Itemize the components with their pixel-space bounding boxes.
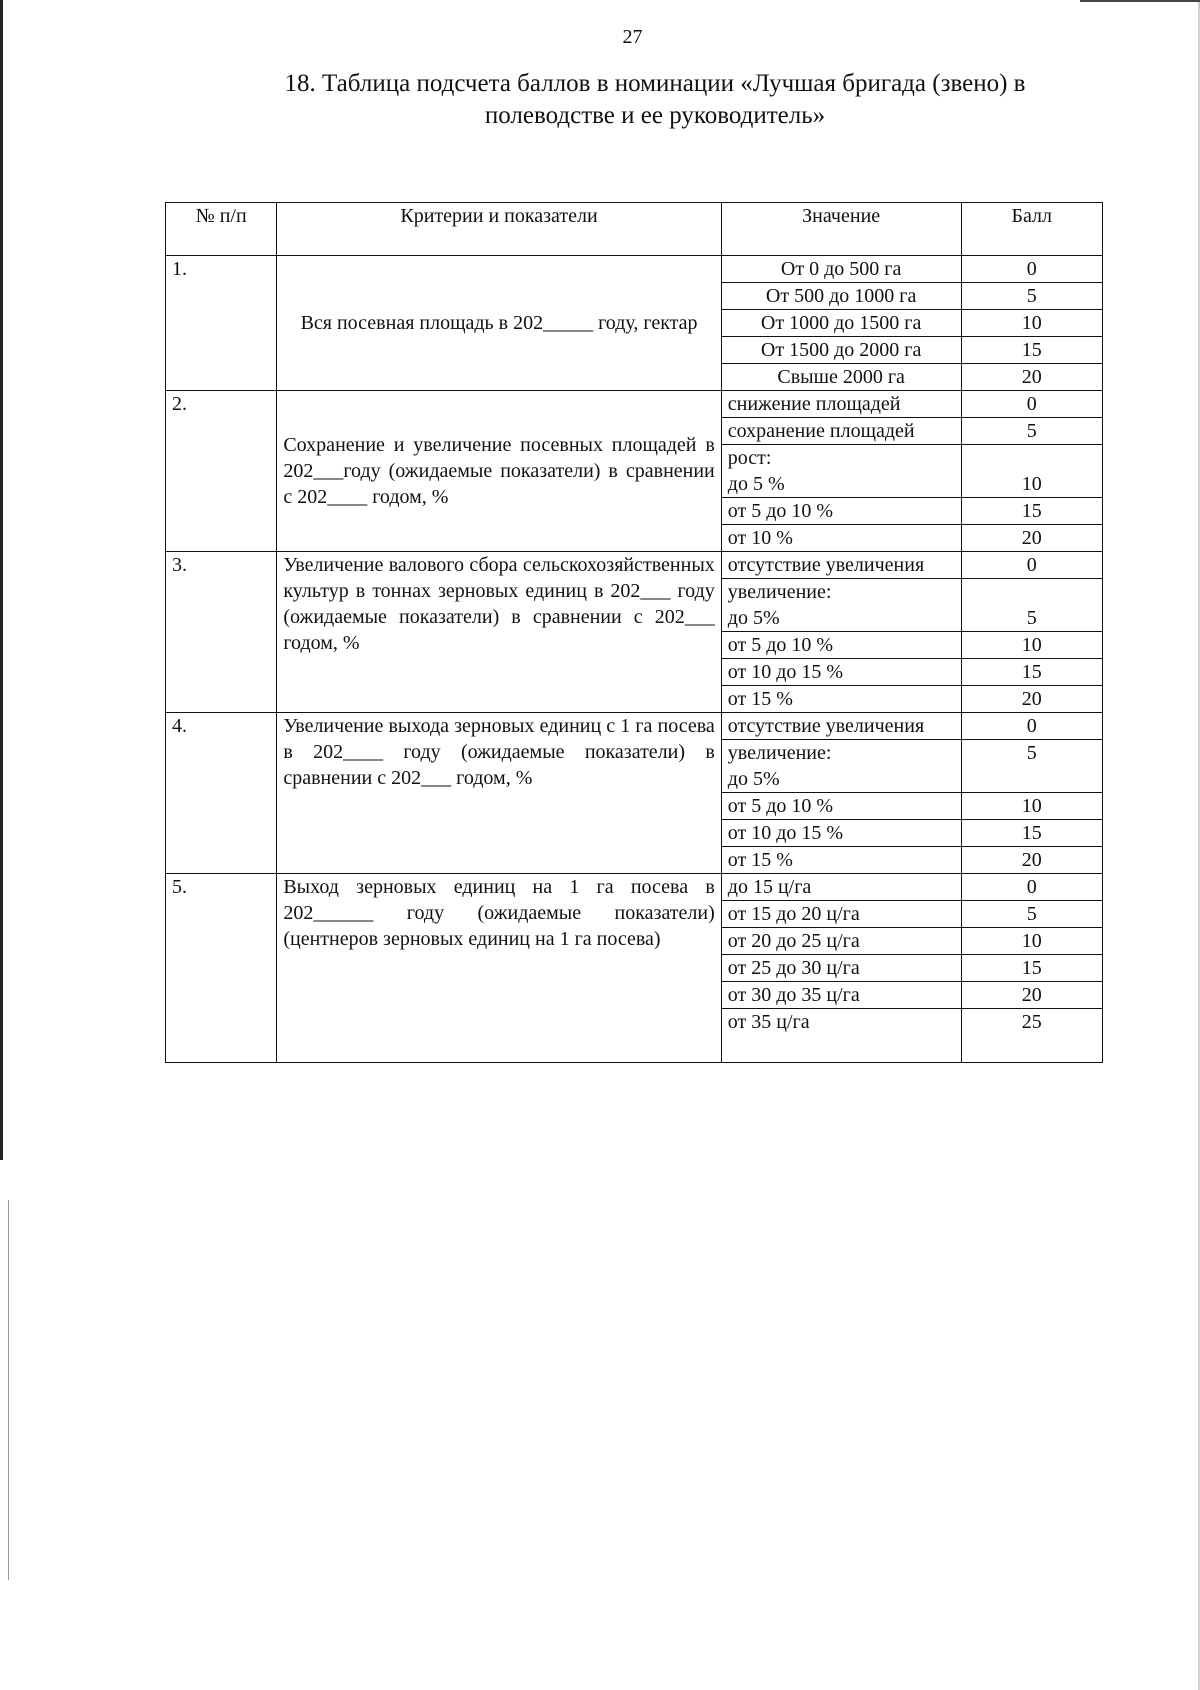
points-cell: 15 [961, 820, 1102, 847]
value-line-1: увеличение: [727, 581, 832, 603]
row-criteria: Вся посевная площадь в 202_____ году, гектар [277, 256, 721, 391]
row-criteria: Сохранение и увеличение посевных площадей в 202___году (ожидаемые показатели) в сравнении с 202____ годом, % [277, 391, 721, 552]
table-row [166, 256, 1103, 283]
value-line-1: увеличение: [727, 742, 832, 764]
value-cell: отсутствие увеличения [721, 552, 961, 579]
row-number: 2. [166, 391, 277, 552]
row-number: 1. [166, 256, 277, 391]
value-cell: от 5 до 10 % [721, 498, 961, 525]
value-cell: от 20 до 25 ц/га [721, 928, 961, 955]
row-number: 5. [166, 874, 277, 1063]
page-number: 27 [622, 26, 643, 48]
points-cell: 15 [961, 955, 1102, 982]
row-criteria: Выход зерновых единиц на 1 га посева в 202______ году (ожидаемые показатели) (центнеров зерновых единиц на 1 га посева) [277, 874, 721, 1063]
points-cell: 10 [961, 928, 1102, 955]
value-line-2: до 5 % [727, 473, 785, 495]
points-cell: 10 [961, 632, 1102, 659]
points-cell: 20 [961, 686, 1102, 713]
row-criteria: Увеличение валового сбора сельскохозяйственных культур в тоннах зерновых единиц в 202___ году (ожидаемые показатели) в сравнении с 202___ годом, % [277, 552, 721, 713]
value-cell: до 15 ц/га [721, 874, 961, 901]
points-cell: 10 [961, 793, 1102, 820]
points-cell: 5 [961, 901, 1102, 928]
value-cell: отсутствие увеличения [721, 713, 961, 740]
value-cell: от 15 до 20 ц/га [721, 901, 961, 928]
value-cell: От 1000 до 1500 га [721, 310, 961, 337]
points-cell: 20 [961, 847, 1102, 874]
table-row [166, 874, 1103, 901]
page-title [240, 68, 1070, 132]
value-cell: сохранение площадей [721, 418, 961, 445]
value-cell [721, 445, 961, 498]
value-cell: от 10 до 15 % [721, 659, 961, 686]
value-cell: от 15 % [721, 847, 961, 874]
value-cell [721, 740, 961, 793]
table-header-row [166, 203, 1103, 256]
value-cell: от 35 ц/га [721, 1009, 961, 1063]
points-cell: 0 [961, 713, 1102, 740]
value-cell: снижение площадей [721, 391, 961, 418]
value-cell: от 30 до 35 ц/га [721, 982, 961, 1009]
points-cell: 20 [961, 525, 1102, 552]
title-line-1: 18. Таблица подсчета баллов в номинации «Лучшая бригада (звено) в [284, 70, 1026, 97]
points-cell: 20 [961, 364, 1102, 391]
row-number: 4. [166, 713, 277, 874]
value-cell: от 5 до 10 % [721, 793, 961, 820]
header-value: Значение [721, 203, 961, 256]
value-cell: От 1500 до 2000 га [721, 337, 961, 364]
scoring-table [165, 202, 1103, 1063]
table-row [166, 391, 1103, 418]
header-criteria: Критерии и показатели [277, 203, 721, 256]
value-cell: Свыше 2000 га [721, 364, 961, 391]
points-cell: 0 [961, 552, 1102, 579]
value-line-2: до 5% [727, 768, 780, 790]
row-criteria: Увеличение выхода зерновых единиц с 1 га посева в 202____ году (ожидаемые показатели) в сравнении с 202___ годом, % [277, 713, 721, 874]
points-cell: 0 [961, 256, 1102, 283]
points-cell: 5 [961, 283, 1102, 310]
value-line-2: до 5% [727, 607, 780, 629]
points-cell: 25 [961, 1009, 1102, 1063]
points-cell: 15 [961, 659, 1102, 686]
value-cell: От 0 до 500 га [721, 256, 961, 283]
value-cell: от 15 % [721, 686, 961, 713]
points-cell: 15 [961, 337, 1102, 364]
header-num: № п/п [166, 203, 277, 256]
points-cell: 5 [961, 418, 1102, 445]
value-cell: от 25 до 30 ц/га [721, 955, 961, 982]
scan-edge-top-right [1080, 0, 1200, 2]
title-line-2: полеводстве и ее руководитель» [484, 102, 826, 129]
value-cell [721, 579, 961, 632]
points-cell: 5 [961, 579, 1102, 632]
points-cell: 5 [961, 740, 1102, 793]
scan-edge-left [0, 0, 3, 1160]
value-cell: от 10 % [721, 525, 961, 552]
points-cell: 10 [961, 310, 1102, 337]
table-row [166, 713, 1103, 740]
value-cell: от 5 до 10 % [721, 632, 961, 659]
header-points: Балл [961, 203, 1102, 256]
points-cell: 20 [961, 982, 1102, 1009]
table-row [166, 552, 1103, 579]
row-number: 3. [166, 552, 277, 713]
value-line-1: рост: [727, 447, 772, 469]
value-cell: От 500 до 1000 га [721, 283, 961, 310]
points-cell: 0 [961, 391, 1102, 418]
scan-edge-left-lower [8, 1200, 9, 1580]
points-cell: 10 [961, 445, 1102, 498]
points-cell: 0 [961, 874, 1102, 901]
value-cell: от 10 до 15 % [721, 820, 961, 847]
points-cell: 15 [961, 498, 1102, 525]
